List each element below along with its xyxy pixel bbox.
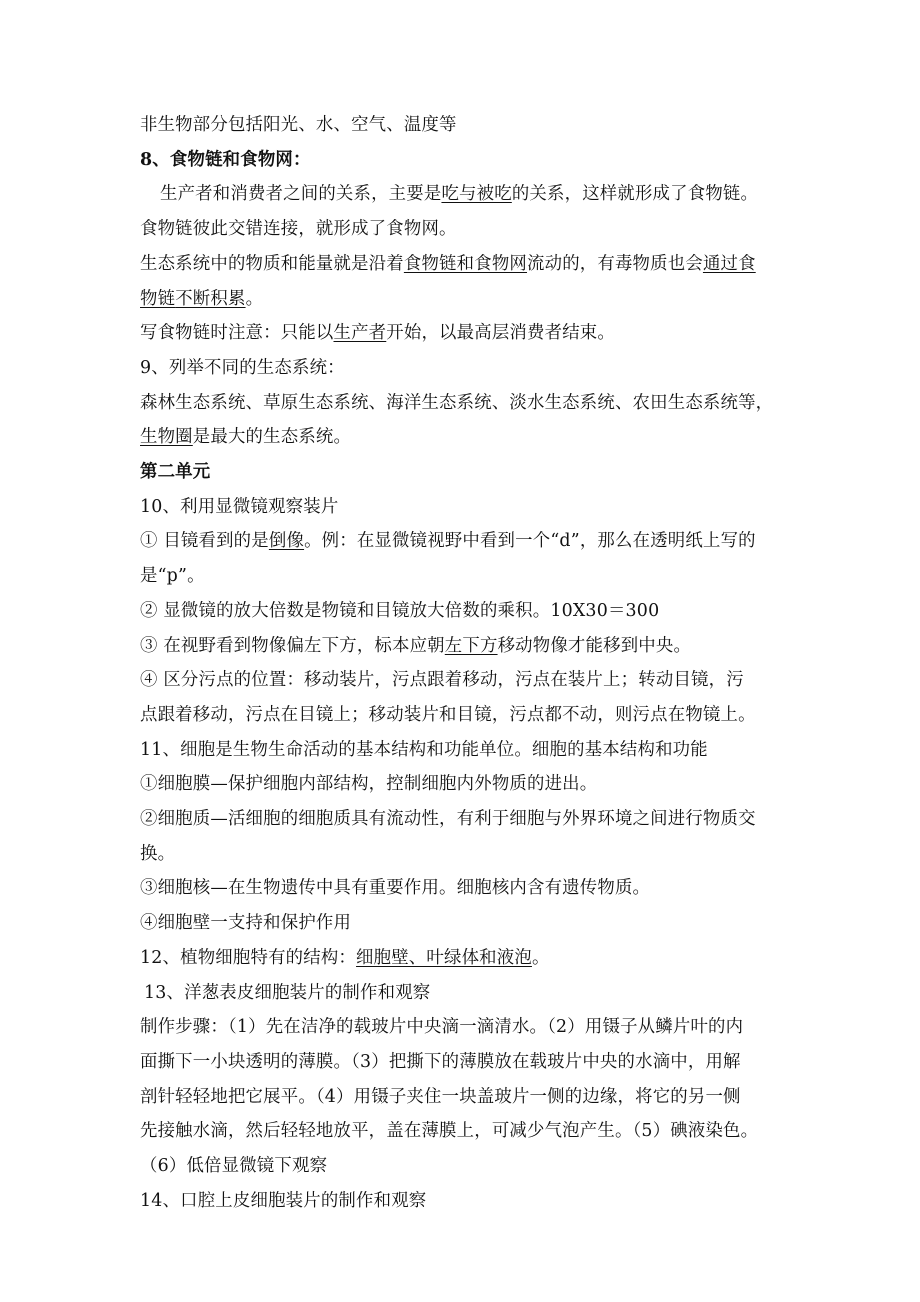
text-line: ④细胞壁一支持和保护作用 bbox=[140, 913, 352, 934]
text-line: 制作步骤：（1）先在洁净的载玻片中央滴一滴清水。（2）用镊子从鳞片叶的内 bbox=[140, 1017, 744, 1038]
text-line: （6）低倍显微镜下观察 bbox=[140, 1156, 328, 1177]
section-heading: 10、利用显微镜观察装片 bbox=[140, 496, 339, 517]
text-line: 食物链彼此交错连接，就形成了食物网。 bbox=[140, 219, 457, 240]
underlined-term: 食物链和食物网 bbox=[403, 253, 528, 274]
underlined-term: 生物圈 bbox=[140, 427, 193, 448]
text-run: 12、植物细胞特有的结构： bbox=[140, 947, 357, 968]
text-line: ② 显微镜的放大倍数是物镜和目镜放大倍数的乘积。10X30＝300 bbox=[140, 600, 660, 621]
section-heading: 9、列举不同的生态系统： bbox=[140, 357, 345, 378]
underlined-term: 不断积累 bbox=[175, 288, 246, 309]
section-heading bbox=[140, 941, 780, 976]
text-run: ① 目镜看到的是 bbox=[140, 531, 269, 552]
text-run: 移动物像才能移到中央。 bbox=[497, 635, 692, 656]
underlined-term: 倒像 bbox=[268, 531, 305, 552]
section-heading: 11、细胞是生物生命活动的基本结构和功能单位。细胞的基本结构和功能 bbox=[140, 739, 708, 760]
text-run: 。 bbox=[531, 947, 550, 968]
text-run: 。例：在显微镜视野中看到一个“d”，那么在透明纸上写的 bbox=[304, 531, 756, 552]
underlined-term: 通过食 bbox=[702, 253, 756, 274]
underlined-term: 生产者 bbox=[333, 323, 387, 344]
text-line: ①细胞膜—保护细胞内部结构，控制细胞内外物质的进出。 bbox=[140, 774, 598, 795]
text-line: ④ 区分污点的位置：移动装片，污点跟着移动，污点在装片上；转动目镜，污 bbox=[140, 670, 744, 691]
text-run: 写食物链时注意：只能以 bbox=[140, 323, 334, 344]
text-line: ③细胞核—在生物遗传中具有重要作用。细胞核内含有遗传物质。 bbox=[140, 878, 651, 899]
text-run: 流动的，有毒物质也会 bbox=[527, 253, 703, 274]
text-line: ②细胞质—活细胞的细胞质具有流动性，有利于细胞与外界环境之间进行物质交 bbox=[140, 809, 756, 830]
text-line bbox=[140, 282, 780, 317]
text-run: 生产者和消费者之间的关系，主要是 bbox=[160, 184, 442, 205]
text-line: 面撕下一小块透明的薄膜。（3）把撕下的薄膜放在载玻片中央的水滴中，用解 bbox=[140, 1051, 741, 1072]
text-line: 森林生态系统、草原生态系统、海洋生态系统、淡水生态系统、农田生态系统等， bbox=[140, 392, 774, 413]
underlined-term: 细胞壁、叶绿体和液泡 bbox=[356, 947, 532, 968]
text-line: 点跟着移动，污点在目镜上；移动装片和目镜，污点都不动，则污点在物镜上。 bbox=[140, 704, 756, 725]
text-run: ③ 在视野看到物像偏左下方，标本应朝 bbox=[140, 635, 445, 656]
text-line: 换。 bbox=[140, 843, 176, 864]
underlined-term: 左下方 bbox=[444, 635, 498, 656]
underlined-term: 物链 bbox=[140, 288, 176, 309]
text-line: 非生物部分包括阳光、水、空气、温度等 bbox=[140, 115, 457, 135]
text-run: 的关系，这样就形成了食物链。 bbox=[511, 184, 759, 205]
unit-heading: 第二单元 bbox=[140, 462, 211, 483]
text-line bbox=[140, 316, 780, 351]
text-line bbox=[140, 524, 780, 559]
text-line bbox=[140, 629, 780, 664]
text-line: 剖针轻轻地把它展平。（4）用镊子夹住一块盖玻片一侧的边缘，将它的另一侧 bbox=[140, 1086, 741, 1107]
text-line bbox=[140, 177, 780, 212]
text-run: 是最大的生态系统。 bbox=[192, 427, 352, 448]
text-run: 开始，以最高层消费者结束。 bbox=[386, 323, 615, 344]
section-heading: 13、洋葱表皮细胞装片的制作和观察 bbox=[144, 982, 431, 1003]
text-line bbox=[140, 420, 780, 455]
text-line: 是“p”。 bbox=[140, 566, 205, 587]
text-line: 先接触水滴，然后轻轻地放平，盖在薄膜上，可减少气泡产生。（5）碘液染色。 bbox=[140, 1121, 759, 1142]
section-heading: 14、口腔上皮细胞装片的制作和观察 bbox=[140, 1190, 427, 1211]
text-run: 生态系统中的物质和能量就是沿着 bbox=[140, 253, 404, 274]
text-run: 。 bbox=[245, 288, 264, 309]
text-line bbox=[140, 247, 780, 282]
underlined-term: 吃与被吃 bbox=[441, 184, 512, 205]
section-heading: 8、食物链和食物网： bbox=[140, 149, 311, 170]
